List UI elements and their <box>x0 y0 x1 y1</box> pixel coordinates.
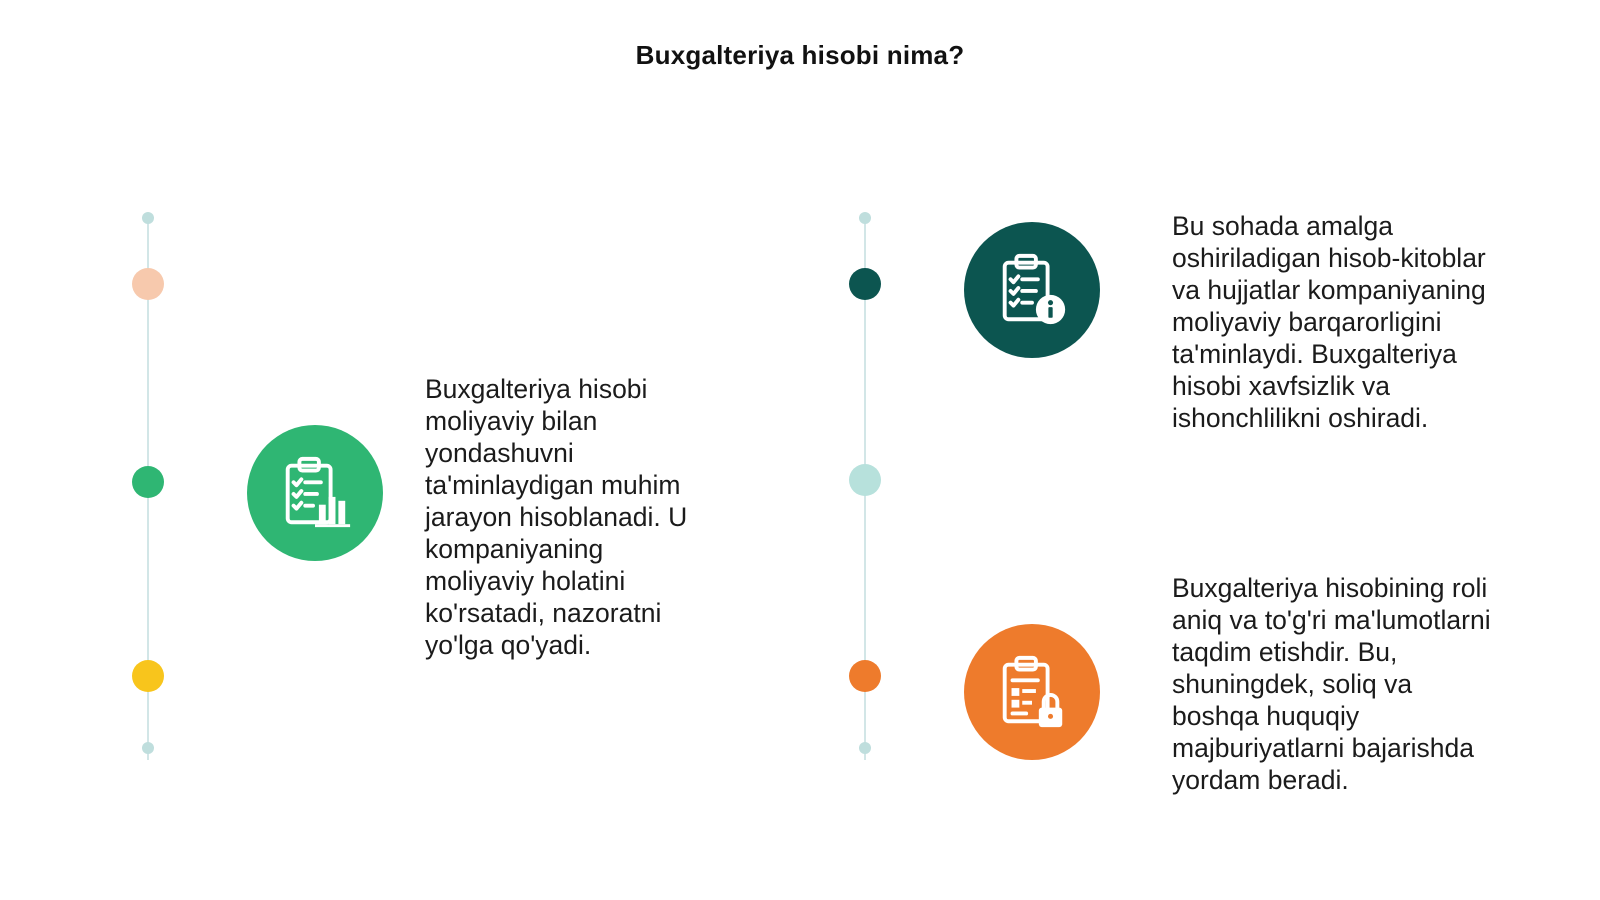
timeline-end-dot <box>859 212 871 224</box>
timeline-dot-green <box>132 466 164 498</box>
timeline-dot-orange <box>849 660 881 692</box>
timeline-dot-peach <box>132 268 164 300</box>
timeline-end-dot <box>142 212 154 224</box>
page-title: Buxgalteriya hisobi nima? <box>635 40 965 70</box>
item-3-text: Buxgalteriya hisobining roli aniq va to'g'ri ma'lumotlarni taqdim etishdir. Bu, shuningdek, soliq va boshqa huquqiy majburiyatlarni bajarishda yordam beradi. <box>1172 573 1491 795</box>
timeline-dot-pale-teal <box>849 464 881 496</box>
item-icon-circle-green <box>247 425 383 561</box>
timeline-end-dot <box>142 742 154 754</box>
timeline-end-dot <box>859 742 871 754</box>
timeline-right <box>855 214 875 766</box>
item-2-text: Bu sohada amalga oshiriladigan hisob-kitoblar va hujjatlar kompaniyaning moliyaviy barqarorligini ta'minlaydi. Buxgalteriya hisobi xavfsizlik va ishonchlilikni oshiradi. <box>1172 211 1486 433</box>
clipboard-chart-icon <box>276 454 354 532</box>
timeline-dot-yellow <box>132 660 164 692</box>
clipboard-lock-icon <box>993 653 1071 731</box>
timeline-dot-dark-teal <box>849 268 881 300</box>
timeline-left <box>138 214 158 766</box>
item-icon-circle-dark-teal <box>964 222 1100 358</box>
item-icon-circle-orange <box>964 624 1100 760</box>
clipboard-info-icon <box>993 251 1071 329</box>
item-1-text: Buxgalteriya hisobi moliyaviy bilan yondashuvni ta'minlaydigan muhim jarayon hisoblanadi. U kompaniyaning moliyaviy holatini ko'rsatadi, nazoratni yo'lga qo'yadi. <box>425 374 688 660</box>
